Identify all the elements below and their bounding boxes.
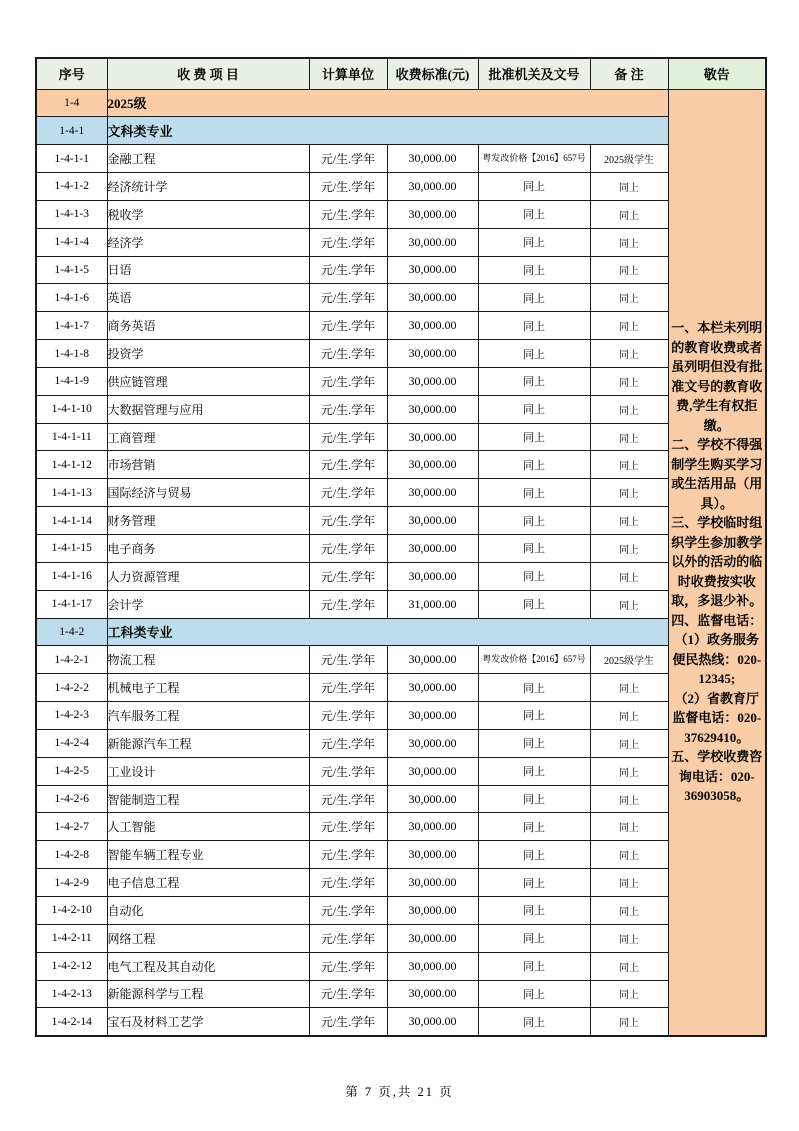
table-row [36, 228, 766, 256]
unit-cell: 元/生.学年 [309, 145, 387, 173]
fee-amount-cell: 31,000.00 [387, 590, 478, 618]
fee-item-cell: 工商管理 [107, 423, 309, 451]
authority-cell: 同上 [478, 924, 590, 952]
notice-paragraph: 二、学校不得强制学生购买学习或生活用品（用具）。 [671, 437, 763, 511]
authority-cell: 同上 [478, 813, 590, 841]
fee-amount-cell: 30,000.00 [387, 813, 478, 841]
unit-cell: 元/生.学年 [309, 674, 387, 702]
authority-cell: 同上 [478, 869, 590, 897]
page-number-footer: 第 7 页,共 21 页 [345, 1085, 454, 1099]
note-cell: 同上 [590, 952, 668, 980]
fee-amount-cell: 30,000.00 [387, 757, 478, 785]
note-cell: 同上 [590, 896, 668, 924]
fee-amount-cell: 30,000.00 [387, 479, 478, 507]
table-row [36, 367, 766, 395]
fee-amount-cell: 30,000.00 [387, 367, 478, 395]
section-row [36, 117, 766, 145]
note-cell: 同上 [590, 284, 668, 312]
row-id-cell: 1-4-1-15 [36, 535, 107, 563]
row-id-cell: 1-4-2-13 [36, 980, 107, 1008]
fee-amount-cell: 30,000.00 [387, 535, 478, 563]
unit-cell: 元/生.学年 [309, 869, 387, 897]
authority-cell: 同上 [478, 367, 590, 395]
authority-cell: 同上 [478, 674, 590, 702]
fee-amount-cell: 30,000.00 [387, 785, 478, 813]
authority-cell: 同上 [478, 785, 590, 813]
table-row [36, 507, 766, 535]
fee-item-cell: 智能车辆工程专业 [107, 841, 309, 869]
table-row [36, 395, 766, 423]
row-id-cell: 1-4-1-16 [36, 562, 107, 590]
notice-paragraph: 五、学校收费咨询电话：020-36903058。 [671, 749, 763, 804]
table-row [36, 451, 766, 479]
unit-cell: 元/生.学年 [309, 562, 387, 590]
row-id-cell: 1-4-2-4 [36, 729, 107, 757]
section-row [36, 89, 766, 117]
row-id-cell: 1-4-2-11 [36, 924, 107, 952]
fee-amount-cell: 30,000.00 [387, 702, 478, 730]
fee-item-cell: 国际经济与贸易 [107, 479, 309, 507]
authority-cell: 同上 [478, 757, 590, 785]
row-id-cell: 1-4-2-1 [36, 646, 107, 674]
fee-amount-cell: 30,000.00 [387, 284, 478, 312]
note-cell: 同上 [590, 729, 668, 757]
fee-amount-cell: 30,000.00 [387, 674, 478, 702]
note-cell: 同上 [590, 451, 668, 479]
row-id-cell: 1-4-1-13 [36, 479, 107, 507]
row-id-cell: 1-4-2-2 [36, 674, 107, 702]
table-row [36, 757, 766, 785]
col-header-unit: 计算单位 [309, 58, 387, 89]
authority-cell: 同上 [478, 173, 590, 201]
note-cell: 2025级学生 [590, 145, 668, 173]
authority-cell: 同上 [478, 980, 590, 1008]
authority-cell: 同上 [478, 479, 590, 507]
unit-cell: 元/生.学年 [309, 423, 387, 451]
authority-cell: 同上 [478, 702, 590, 730]
fee-item-cell: 机械电子工程 [107, 674, 309, 702]
section-label-cell: 工科类专业 [107, 618, 668, 646]
notice-paragraph: 三、学校临时组织学生参加教学以外的活动的临时收费按实收取，多退少补。 [671, 515, 763, 609]
note-cell: 同上 [590, 869, 668, 897]
table-row [36, 841, 766, 869]
table-row [36, 256, 766, 284]
note-cell: 同上 [590, 423, 668, 451]
fee-item-cell: 网络工程 [107, 924, 309, 952]
fee-amount-cell: 30,000.00 [387, 173, 478, 201]
note-cell: 同上 [590, 507, 668, 535]
authority-cell: 同上 [478, 256, 590, 284]
notice-text [669, 318, 766, 806]
row-id-cell: 1-4-2-8 [36, 841, 107, 869]
notice-paragraph: 四、监督电话： [671, 612, 763, 628]
fee-item-cell: 经济统计学 [107, 173, 309, 201]
table-row [36, 702, 766, 730]
row-id-cell: 1-4-2-5 [36, 757, 107, 785]
fee-amount-cell: 30,000.00 [387, 980, 478, 1008]
note-cell: 同上 [590, 841, 668, 869]
row-id-cell: 1-4-1-3 [36, 200, 107, 228]
fee-amount-cell: 30,000.00 [387, 451, 478, 479]
unit-cell: 元/生.学年 [309, 841, 387, 869]
authority-cell: 粤发改价格【2016】657号 [478, 646, 590, 674]
note-cell: 同上 [590, 479, 668, 507]
section-row [36, 618, 766, 646]
note-cell: 同上 [590, 813, 668, 841]
unit-cell: 元/生.学年 [309, 367, 387, 395]
row-id-cell: 1-4-2-12 [36, 952, 107, 980]
unit-cell: 元/生.学年 [309, 702, 387, 730]
unit-cell: 元/生.学年 [309, 785, 387, 813]
row-id-cell: 1-4-1-6 [36, 284, 107, 312]
fee-item-cell: 自动化 [107, 896, 309, 924]
fee-item-cell: 市场营销 [107, 451, 309, 479]
fee-amount-cell: 30,000.00 [387, 924, 478, 952]
table-row [36, 813, 766, 841]
authority-cell: 同上 [478, 952, 590, 980]
row-id-cell: 1-4-1-4 [36, 228, 107, 256]
row-id-cell: 1-4-1-7 [36, 312, 107, 340]
unit-cell: 元/生.学年 [309, 757, 387, 785]
fee-amount-cell: 30,000.00 [387, 869, 478, 897]
authority-cell: 同上 [478, 451, 590, 479]
fee-amount-cell: 30,000.00 [387, 896, 478, 924]
note-cell: 同上 [590, 980, 668, 1008]
unit-cell: 元/生.学年 [309, 896, 387, 924]
note-cell: 同上 [590, 702, 668, 730]
table-row [36, 145, 766, 173]
authority-cell: 同上 [478, 562, 590, 590]
authority-cell: 同上 [478, 896, 590, 924]
row-id-cell: 1-4-1-8 [36, 340, 107, 368]
authority-cell: 同上 [478, 228, 590, 256]
fee-item-cell: 智能制造工程 [107, 785, 309, 813]
authority-cell: 同上 [478, 200, 590, 228]
unit-cell: 元/生.学年 [309, 173, 387, 201]
authority-cell: 同上 [478, 395, 590, 423]
note-cell: 同上 [590, 312, 668, 340]
unit-cell: 元/生.学年 [309, 590, 387, 618]
fee-amount-cell: 30,000.00 [387, 340, 478, 368]
row-id-cell: 1-4-2-9 [36, 869, 107, 897]
note-cell: 同上 [590, 173, 668, 201]
fee-item-cell: 电气工程及其自动化 [107, 952, 309, 980]
col-header-item: 收 费 项 目 [107, 58, 309, 89]
table-row [36, 674, 766, 702]
fee-item-cell: 宝石及材料工艺学 [107, 1008, 309, 1036]
table-row [36, 980, 766, 1008]
fee-amount-cell: 30,000.00 [387, 200, 478, 228]
row-id-cell: 1-4-1-14 [36, 507, 107, 535]
table-row [36, 1008, 766, 1036]
authority-cell: 同上 [478, 729, 590, 757]
fee-item-cell: 税收学 [107, 200, 309, 228]
fee-item-cell: 电子信息工程 [107, 869, 309, 897]
table-row [36, 479, 766, 507]
authority-cell: 同上 [478, 423, 590, 451]
unit-cell: 元/生.学年 [309, 256, 387, 284]
row-id-cell: 1-4-1-2 [36, 173, 107, 201]
fee-item-cell: 人工智能 [107, 813, 309, 841]
note-cell: 同上 [590, 535, 668, 563]
fee-amount-cell: 30,000.00 [387, 729, 478, 757]
notice-paragraph: （2）省教育厅监督电话：020-37629410。 [672, 690, 762, 745]
unit-cell: 元/生.学年 [309, 228, 387, 256]
note-cell: 同上 [590, 562, 668, 590]
table-row [36, 535, 766, 563]
row-id-cell: 1-4-1-10 [36, 395, 107, 423]
row-id-cell: 1-4-2-6 [36, 785, 107, 813]
unit-cell: 元/生.学年 [309, 1008, 387, 1036]
unit-cell: 元/生.学年 [309, 340, 387, 368]
fee-amount-cell: 30,000.00 [387, 312, 478, 340]
unit-cell: 元/生.学年 [309, 924, 387, 952]
authority-cell: 同上 [478, 590, 590, 618]
header-row [36, 58, 766, 89]
fee-item-cell: 金融工程 [107, 145, 309, 173]
fee-item-cell: 人力资源管理 [107, 562, 309, 590]
unit-cell: 元/生.学年 [309, 980, 387, 1008]
row-id-cell: 1-4-2-10 [36, 896, 107, 924]
table-row [36, 924, 766, 952]
authority-cell: 同上 [478, 507, 590, 535]
table-row [36, 590, 766, 618]
fee-table-body [36, 89, 766, 1036]
note-cell: 同上 [590, 924, 668, 952]
fee-amount-cell: 30,000.00 [387, 646, 478, 674]
fee-item-cell: 经济学 [107, 228, 309, 256]
fee-item-cell: 电子商务 [107, 535, 309, 563]
notice-cell [668, 89, 766, 1036]
table-row [36, 284, 766, 312]
authority-cell: 同上 [478, 535, 590, 563]
note-cell: 同上 [590, 785, 668, 813]
row-id-cell: 1-4-2-3 [36, 702, 107, 730]
table-row [36, 869, 766, 897]
note-cell: 2025级学生 [590, 646, 668, 674]
table-row [36, 785, 766, 813]
notice-paragraph: （1）政务服务便民热线：020-12345; [672, 632, 762, 687]
fee-item-cell: 日语 [107, 256, 309, 284]
table-row [36, 200, 766, 228]
fee-item-cell: 大数据管理与应用 [107, 395, 309, 423]
fee-item-cell: 新能源汽车工程 [107, 729, 309, 757]
col-header-id: 序号 [36, 58, 107, 89]
section-label-cell: 2025级 [107, 89, 668, 117]
fee-item-cell: 物流工程 [107, 646, 309, 674]
row-id-cell: 1-4-1 [36, 117, 107, 145]
fee-amount-cell: 30,000.00 [387, 952, 478, 980]
table-row [36, 173, 766, 201]
table-row [36, 646, 766, 674]
table-row [36, 562, 766, 590]
note-cell: 同上 [590, 757, 668, 785]
table-row [36, 896, 766, 924]
authority-cell: 同上 [478, 340, 590, 368]
row-id-cell: 1-4-1-1 [36, 145, 107, 173]
fee-item-cell: 工业设计 [107, 757, 309, 785]
section-label-cell: 文科类专业 [107, 117, 668, 145]
table-row [36, 423, 766, 451]
authority-cell: 同上 [478, 312, 590, 340]
row-id-cell: 1-4-2-14 [36, 1008, 107, 1036]
authority-cell: 同上 [478, 841, 590, 869]
row-id-cell: 1-4-1-17 [36, 590, 107, 618]
fee-amount-cell: 30,000.00 [387, 507, 478, 535]
fee-schedule-table [35, 57, 767, 1037]
fee-amount-cell: 30,000.00 [387, 256, 478, 284]
unit-cell: 元/生.学年 [309, 284, 387, 312]
fee-item-cell: 会计学 [107, 590, 309, 618]
authority-cell: 同上 [478, 1008, 590, 1036]
fee-amount-cell: 30,000.00 [387, 395, 478, 423]
unit-cell: 元/生.学年 [309, 813, 387, 841]
fee-item-cell: 英语 [107, 284, 309, 312]
note-cell: 同上 [590, 1008, 668, 1036]
note-cell: 同上 [590, 228, 668, 256]
row-id-cell: 1-4-1-5 [36, 256, 107, 284]
note-cell: 同上 [590, 340, 668, 368]
col-header-fee: 收费标准(元) [387, 58, 478, 89]
unit-cell: 元/生.学年 [309, 646, 387, 674]
fee-amount-cell: 30,000.00 [387, 423, 478, 451]
fee-amount-cell: 30,000.00 [387, 1008, 478, 1036]
unit-cell: 元/生.学年 [309, 507, 387, 535]
note-cell: 同上 [590, 367, 668, 395]
fee-amount-cell: 30,000.00 [387, 562, 478, 590]
note-cell: 同上 [590, 200, 668, 228]
table-row [36, 952, 766, 980]
authority-cell: 粤发改价格【2016】657号 [478, 145, 590, 173]
fee-item-cell: 汽车服务工程 [107, 702, 309, 730]
fee-item-cell: 财务管理 [107, 507, 309, 535]
row-id-cell: 1-4-1-12 [36, 451, 107, 479]
row-id-cell: 1-4 [36, 89, 107, 117]
row-id-cell: 1-4-1-11 [36, 423, 107, 451]
fee-amount-cell: 30,000.00 [387, 228, 478, 256]
authority-cell: 同上 [478, 284, 590, 312]
table-row [36, 729, 766, 757]
notice-paragraph: 一、本栏未列明的教育收费或者虽列明但没有批准文号的教育收费,学生有权拒缴。 [671, 320, 763, 433]
col-header-authority: 批准机关及文号 [478, 58, 590, 89]
fee-item-cell: 投资学 [107, 340, 309, 368]
unit-cell: 元/生.学年 [309, 952, 387, 980]
note-cell: 同上 [590, 590, 668, 618]
table-row [36, 312, 766, 340]
unit-cell: 元/生.学年 [309, 312, 387, 340]
col-header-note: 备 注 [590, 58, 668, 89]
fee-item-cell: 商务英语 [107, 312, 309, 340]
fee-amount-cell: 30,000.00 [387, 145, 478, 173]
unit-cell: 元/生.学年 [309, 200, 387, 228]
note-cell: 同上 [590, 256, 668, 284]
unit-cell: 元/生.学年 [309, 395, 387, 423]
note-cell: 同上 [590, 674, 668, 702]
note-cell: 同上 [590, 395, 668, 423]
row-id-cell: 1-4-2-7 [36, 813, 107, 841]
fee-item-cell: 供应链管理 [107, 367, 309, 395]
fee-amount-cell: 30,000.00 [387, 841, 478, 869]
unit-cell: 元/生.学年 [309, 479, 387, 507]
fee-table-header [36, 58, 766, 89]
unit-cell: 元/生.学年 [309, 535, 387, 563]
table-row [36, 340, 766, 368]
unit-cell: 元/生.学年 [309, 729, 387, 757]
unit-cell: 元/生.学年 [309, 451, 387, 479]
row-id-cell: 1-4-2 [36, 618, 107, 646]
row-id-cell: 1-4-1-9 [36, 367, 107, 395]
col-header-notice: 敬告 [668, 58, 766, 89]
fee-item-cell: 新能源科学与工程 [107, 980, 309, 1008]
